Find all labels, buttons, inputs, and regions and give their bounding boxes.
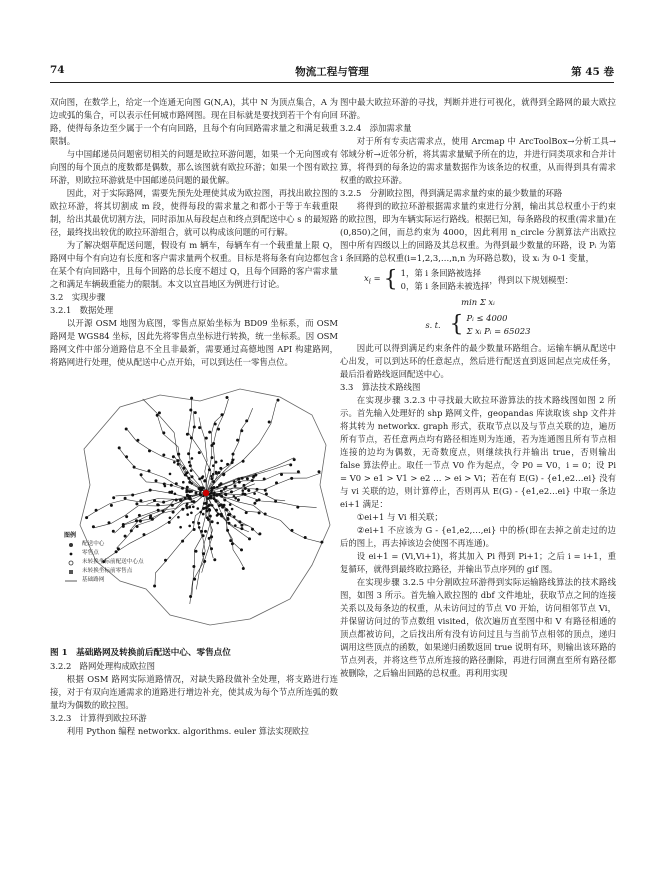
retail-point [251, 528, 254, 531]
retail-point [122, 525, 125, 528]
retail-point [237, 498, 240, 501]
retail-point [157, 504, 160, 507]
subsection-heading: 3.2.4 添加需求量 [340, 123, 412, 133]
retail-point [124, 497, 127, 500]
retail-point [247, 489, 250, 492]
retail-point [155, 479, 158, 482]
retail-point [191, 482, 194, 485]
retail-point [215, 500, 218, 503]
retail-point [182, 481, 185, 484]
retail-point [220, 460, 223, 463]
retail-point [187, 477, 190, 480]
retail-point [234, 484, 237, 487]
retail-point [212, 464, 215, 467]
retail-point [242, 460, 245, 463]
variable-definition: $x_i$ = { 1，第 i 条回路被选择 0，第 i 条回路未被选择 ，得到以下规划模型： [364, 267, 574, 292]
retail-point [277, 399, 280, 402]
retail-point [203, 560, 206, 563]
retail-point [231, 508, 234, 511]
retail-point [190, 490, 193, 493]
road-segment [128, 430, 206, 493]
left-column [50, 96, 338, 738]
retail-point [199, 493, 202, 496]
retail-point [251, 479, 254, 482]
retail-point [229, 503, 232, 506]
legend-label: 未转换坐标前配送中心点 [82, 559, 144, 565]
retail-point [162, 510, 165, 513]
retail-point [219, 467, 222, 470]
retail-point [136, 439, 139, 442]
retail-point [125, 428, 128, 431]
retail-point [191, 475, 194, 478]
retail-point [228, 522, 231, 525]
retail-point [209, 515, 212, 518]
retail-point [231, 461, 234, 464]
retail-point [181, 508, 184, 511]
paragraph: 在实现步骤 3.2.3 中寻找最大欧拉环游算法的技术路线图如图 2 所示。首先输入处理好的 shp 路网文件，geopandas 库读取该 shp 文件并将其转为 networkx. graph 形式，获取节点以及与节点关联的边，遍历所有节点，若任意两点均有路径相连则为连通，若为连通图且所有节点相连接的边均为偶数，无奇数度点，则继续执行并输出 true，否则输出 false 算法停止。取任一节点 V0 作为起点，令 P0 = V0，i = 0；设 Pi = V0 > e1 > V1 > e2 … > ei > Vi；若在有 E(G) - {e1,e2…ei} 没有与 vi 关联的边，则计算停止，否则再从 E(G) - {e1,e2…ei} 中取一条边 ei+1 满足： [340, 395, 616, 509]
retail-point [193, 578, 196, 581]
model-intro: ，得到以下规划模型： [489, 274, 574, 285]
retail-point [169, 517, 172, 520]
retail-point [223, 488, 226, 491]
retail-point [213, 497, 216, 500]
paragraph: 将得到的欧拉环游根据需求量约束进行分割，输出其总权重小于约束的欧拉图，即为车辆实际运行路线。根据已知，每条路段的权重(需求量)在(0,850)之间，而总约束为 4000，因此利用 n_circle 分割算法产出欧拉图中所有四级以上的回路及其总权重。为得到最少数量的环路，设 Pᵢ 为第 i 条回路的总权重(i=1,2,3,…,n,n 为环路总数)，设 xᵢ 为 0-1 变量， [340, 201, 616, 263]
legend-item [64, 558, 144, 567]
retail-point [183, 467, 186, 470]
unconverted-center-icon [64, 560, 78, 566]
figure-caption: 图 1 基础路网及转换前后配送中心、零售点位 [50, 648, 231, 658]
retail-point [202, 534, 205, 537]
retail-point [185, 489, 188, 492]
retail-point [208, 431, 211, 434]
retail-point [211, 520, 214, 523]
retail-point [118, 446, 121, 449]
retail-point [214, 461, 217, 464]
retail-point [220, 490, 223, 493]
retail-point [195, 492, 198, 495]
retail-point [225, 509, 228, 512]
retail-point [158, 411, 161, 414]
figure-1-map [50, 375, 338, 645]
map-legend [64, 531, 144, 585]
retail-point [184, 497, 187, 500]
retail-point [195, 550, 198, 553]
retail-point [297, 470, 300, 473]
road-segment [206, 493, 321, 542]
retail-point [290, 477, 293, 480]
retail-point [168, 521, 171, 524]
retail-point [95, 509, 98, 512]
retail-point [179, 499, 182, 502]
retail-point [255, 499, 258, 502]
retail-point [212, 480, 215, 483]
retail-point [234, 497, 237, 500]
retail-point [189, 595, 192, 598]
retail-point [200, 530, 203, 533]
retail-point [275, 481, 278, 484]
retail-point [210, 475, 213, 478]
retail-point [289, 463, 292, 466]
retail-point [198, 426, 201, 429]
section-heading: 3.2 实现步骤 [50, 292, 106, 302]
retail-point [253, 502, 256, 505]
retail-point [192, 521, 195, 524]
st-label: s. t. [425, 320, 441, 330]
retail-point [140, 473, 143, 476]
retail-point [280, 473, 283, 476]
retail-point [192, 506, 195, 509]
retail-point [296, 506, 299, 509]
retail-point [202, 552, 205, 555]
retail-point [245, 511, 248, 514]
paragraph: 与中国邮递员问题密切相关的问题是欧拉环游问题，如果一个无向图或有向图的每个顶点的度数都是偶数，那么该图就有欧拉环游；如果一个图有欧拉环游，则欧拉环游就是中国邮递员问题的最优解。 [50, 149, 338, 185]
retail-point [244, 487, 247, 490]
paragraph: 对于所有专卖店需求点，使用 Arcmap 中 ArcToolBox→分析工具→邻域分析→近邻分析，将其需求量赋予所在的边，并进行同类项求和合并计算，将得到的每条边的需求量数据作为该条边的权重，从而得到具有需求权重的欧拉环游。 [340, 136, 616, 185]
retail-point [210, 497, 213, 500]
retail-point [225, 494, 228, 497]
retail-point [211, 456, 214, 459]
retail-point [265, 493, 268, 496]
retail-point [211, 504, 214, 507]
retail-point [190, 512, 193, 515]
retail-point [162, 454, 165, 457]
paragraph: 在实现步骤 3.2.5 中分割欧拉环游得到实际运输路线算法的技术路线图，如图 3 所示。首先输入欧拉图的 dbf 文件地址，获取节点之间的连接关系以及每条边的权重，从未访问过的节点 V0 开始，访问相邻节点 Vi，并保留访问过的节点数组 visited，依次遍历直至图中和 V 有路径相通的顶点都被访问，之后找出所有没有访问过且与当前节点相邻的顶点，递归调用这些顶点的函数，如果递归函数返回 true 说明有环，则输出该环路的节点列表，并将这些节点所连接的路径删除，再进行回溯直至所有路径都被删除，之后输出回路的总权重。再利用实现 [340, 577, 616, 678]
retail-point [215, 472, 218, 475]
retail-point [223, 499, 226, 502]
paragraph: 图中最大欧拉环游的寻找，判断并进行可视化，就得到全路网的最大欧拉环游。 [340, 97, 616, 120]
legend-label: 基础路网 [82, 577, 105, 583]
retail-point [213, 491, 216, 494]
case-unselected: 0，第 i 条回路未被选择 [400, 281, 490, 291]
retail-point [92, 525, 95, 528]
retail-point [198, 526, 201, 529]
retail-point [210, 547, 213, 550]
retail-point [233, 480, 236, 483]
retail-point [210, 489, 213, 492]
paragraph: 因此，对于实际路网，需要先预先处理使其成为欧拉图，再找出欧拉图的欧拉环游，将其切割成 m 段，使得每段的需求量之和都小于等于车载重限制，给出其最优切割方法，同时添加从每段起点和终点到配送中心 s 的最短路径，最终找出较优的欧拉环游组合，就可以构成该问题的可行解。 [50, 188, 338, 237]
retail-point [184, 473, 187, 476]
retail-point [228, 513, 231, 516]
retail-point [181, 487, 184, 490]
retail-point [216, 486, 219, 489]
retail-point [172, 511, 175, 514]
retail-point [245, 419, 248, 422]
retail-point [252, 476, 255, 479]
retail-point [204, 530, 207, 533]
retail-point [226, 529, 229, 532]
retail-point [242, 567, 245, 570]
page-header [50, 64, 614, 80]
retail-point [216, 522, 219, 525]
retail-point [208, 468, 211, 471]
retail-point [197, 522, 200, 525]
retail-point [125, 515, 128, 518]
retail-point [221, 413, 224, 416]
retail-point [193, 426, 196, 429]
retail-point [202, 513, 205, 516]
retail-point [153, 499, 156, 502]
retail-point [241, 477, 244, 480]
retail-point [210, 535, 213, 538]
subsection-heading: 3.2.5 分割欧拉图，得到满足需求量约束的最少数量的环路 [340, 188, 563, 198]
retail-point [186, 507, 189, 510]
retail-point [318, 470, 321, 473]
distribution-center-marker [203, 490, 209, 496]
retail-point [256, 488, 259, 491]
retail-point [177, 516, 180, 519]
condition: ①ei+1 与 Vi 相关联； [356, 512, 443, 522]
retail-point [190, 469, 193, 472]
retail-point [151, 518, 154, 521]
retail-point [212, 473, 215, 476]
retail-point [258, 532, 261, 535]
retail-point [220, 495, 223, 498]
paragraph: 双向图，在数学上，给定一个连通无向图 G(N,A)，其中 N 为顶点集合，A 为边或弧的集合，可以表示任何城市路网图。现在目标就是要找到若干个有向回路，使得每条边至少属于一个有向回路，且每个有向回路需求量之和满足载重限制。 [50, 97, 338, 146]
retail-point [189, 409, 192, 412]
retail-point [213, 494, 216, 497]
retail-point [238, 481, 241, 484]
condition: ②ei+1 不应该为 G - {e1,e2,…,ei} 中的桥(即在去掉之前走过的边后的图上，再去掉该边会使图不再连通)。 [340, 525, 616, 548]
retail-point [226, 396, 229, 399]
retail-point [149, 489, 152, 492]
retail-point [157, 509, 160, 512]
retail-point [170, 491, 173, 494]
retail-point [217, 428, 220, 431]
retail-point [108, 521, 111, 524]
retail-point [207, 505, 210, 508]
subsection-heading: 3.2.3 计算得到欧拉环游 [50, 713, 147, 723]
retail-point [203, 502, 206, 505]
retail-point [176, 459, 179, 462]
road-network-map [50, 375, 338, 637]
retail-point [110, 504, 113, 507]
paragraph: 以开源 OSM 地图为底图，零售点原始坐标为 BD09 坐标系，而 OSM 路网是 WGS84 坐标，因此先将零售点坐标进行转换，统一坐标系。因 OSM 路网文件中部分道路信息不全且非最新，需要通过高德地图 API 构建路网，将路网进行处理，使从配送中心点开始，可以到达任一零售点位。 [50, 318, 338, 367]
constraints: s. t. { Pᵢ ≤ 4000 Σ xᵢ Pᵢ = 65023 [425, 312, 531, 337]
distribution-center-icon [64, 542, 78, 548]
retail-point [231, 542, 234, 545]
legend-title: 图例 [64, 532, 77, 539]
retail-point [232, 453, 235, 456]
retail-point [188, 525, 191, 528]
retail-point [162, 431, 165, 434]
retail-point [242, 489, 245, 492]
retail-point [291, 529, 294, 532]
retail-point [175, 482, 178, 485]
retail-point [215, 494, 218, 497]
retail-point [171, 504, 174, 507]
retail-point [238, 520, 241, 523]
legend-item [64, 576, 144, 585]
retail-point [263, 478, 266, 481]
retail-point [189, 464, 192, 467]
retail-point [248, 537, 251, 540]
retail-point [233, 515, 236, 518]
retail-point [236, 439, 239, 442]
retail-point [234, 524, 237, 527]
retail-point [240, 548, 243, 551]
retail-point [125, 455, 128, 458]
retail-point [205, 509, 208, 512]
retail-point [258, 511, 261, 514]
constraint-1: Pᵢ ≤ 4000 [466, 313, 508, 323]
header-rule [50, 82, 614, 83]
retail-point [188, 461, 191, 464]
retail-point [202, 487, 205, 490]
retail-point [162, 501, 165, 504]
retail-point [240, 429, 243, 432]
retail-point [181, 540, 184, 543]
retail-point [175, 499, 178, 502]
retail-point [226, 517, 229, 520]
retail-point [264, 489, 267, 492]
retail-point [240, 527, 243, 530]
retail-point [268, 421, 271, 424]
paragraph: 为了解决烟草配送问题，假设有 m 辆车，每辆车有一个载重量上限 Q，路网中每个有向边有长度和客户需求量两个权重。目标是将每条有向边都包含在某个有向回路中，且每个回路的总长度不超过 Q，且每个回路的客户需求量之和满足车辆载重能力的限制。本文以宜昌地区为例进行讨论。 [50, 240, 338, 289]
retail-point [112, 496, 115, 499]
retail-point [190, 436, 193, 439]
journal-title: 物流工程与管理 [295, 66, 369, 78]
retail-point [246, 477, 249, 480]
paragraph: 因此可以得到满足约束条件的最少数量环路组合。运输车辆从配送中心出发，可以到达环的任意起点，然后进行配送直到返回起点完成任务，最后沿着路线返回配送中心。 [340, 343, 616, 379]
retail-point [172, 455, 175, 458]
legend-label: 配送中心 [82, 541, 105, 547]
retail-point [198, 487, 201, 490]
paragraph: 设 ei+1 = (Vi,Vi+1)，将其加入 Pi 得到 Pi+1；之后 i = i+1，重复循环，就得到最终欧拉路径，并输出节点序列的 gif 图。 [340, 551, 616, 574]
retail-point [217, 471, 220, 474]
retail-point [186, 433, 189, 436]
retail-point [212, 442, 215, 445]
retail-point [135, 502, 138, 505]
retail-point [243, 484, 246, 487]
paragraph: 根据 OSM 路网实际道路情况，对缺失路段做补全处理，将支路进行连接，对于有双向连通需求的道路进行增边补充，使其成为每个节点所连弧的数量均为偶数的欧拉图。 [50, 674, 338, 710]
retail-point [136, 525, 139, 528]
retail-point [193, 528, 196, 531]
retail-point [205, 437, 208, 440]
legend-label: 未转换坐标前零售点 [82, 568, 133, 574]
retail-point [274, 500, 277, 503]
retail-point [133, 466, 136, 469]
retail-point [139, 520, 142, 523]
retail-point [139, 499, 142, 502]
case-selected: 1，第 i 条回路被选择 [400, 268, 481, 278]
retail-point [253, 492, 256, 495]
retail-point [304, 536, 307, 539]
retail-point [187, 452, 190, 455]
retail-point [192, 565, 195, 568]
retail-point [188, 497, 191, 500]
retail-point [177, 463, 180, 466]
retail-point [169, 473, 172, 476]
retail-point [208, 508, 211, 511]
retail-point [138, 514, 141, 517]
volume-label: 第 45 卷 [571, 66, 614, 78]
retail-point [220, 482, 223, 485]
retail-point [226, 463, 229, 466]
retail-point [191, 500, 194, 503]
retail-point [177, 453, 180, 456]
retail-point [173, 461, 176, 464]
retail-point [213, 558, 216, 561]
retail-point [202, 475, 205, 478]
subsection-heading: 3.2.1 数据处理 [50, 305, 114, 315]
retail-point [164, 485, 167, 488]
retail-point [220, 503, 223, 506]
retail-point [170, 484, 173, 487]
legend-item [64, 567, 144, 576]
subsection-heading: 3.2.2 路网处理构成欧拉图 [50, 661, 156, 671]
retail-point [206, 516, 209, 519]
retail-point [186, 513, 189, 516]
retail-point [221, 506, 224, 509]
right-column [340, 96, 616, 680]
retail-point [191, 457, 194, 460]
retail-point [190, 397, 193, 400]
road-line-icon [64, 578, 78, 584]
legend-label: 零售点 [82, 550, 99, 556]
retail-point [216, 514, 219, 517]
retail-point [135, 519, 138, 522]
constraint-2: Σ xᵢ Pᵢ = 65023 [466, 326, 531, 336]
retail-point [210, 477, 213, 480]
retail-point [215, 509, 218, 512]
retail-point [164, 559, 167, 562]
retail-point [148, 469, 151, 472]
legend-item [64, 540, 144, 549]
retail-point [179, 526, 182, 529]
retail-point [204, 507, 207, 510]
retail-point [218, 493, 221, 496]
retail-point [194, 411, 197, 414]
retail-point [293, 458, 296, 461]
retail-point [233, 495, 236, 498]
retail-point [198, 451, 201, 454]
retail-point [189, 506, 192, 509]
retail-point [230, 490, 233, 493]
retail-point [198, 478, 201, 481]
objective-function: min Σ xᵢ [461, 297, 495, 307]
retail-point [244, 493, 247, 496]
section-heading: 3.3 算法技术路线图 [340, 382, 421, 392]
unconverted-retail-icon [64, 569, 78, 575]
retail-point [85, 516, 88, 519]
retail-point [213, 486, 216, 489]
paragraph: 利用 Python 编程 networkx. algorithms. euler 算法实现欧拉 [66, 726, 309, 736]
retail-point [186, 486, 189, 489]
retail-point [131, 494, 134, 497]
retail-point [174, 493, 177, 496]
retail-point-icon [64, 551, 78, 557]
retail-point [153, 585, 156, 588]
legend-item [64, 549, 144, 558]
retail-point [200, 511, 203, 514]
retail-point [240, 524, 243, 527]
retail-point [264, 513, 267, 516]
retail-point [156, 414, 159, 417]
page-number: 74 [50, 64, 65, 76]
retail-point [148, 449, 151, 452]
retail-point [214, 423, 217, 426]
retail-point [185, 504, 188, 507]
retail-point [220, 513, 223, 516]
retail-point [207, 497, 210, 500]
retail-point [320, 541, 323, 544]
retail-point [222, 473, 225, 476]
retail-point [197, 507, 200, 510]
retail-point [203, 480, 206, 483]
retail-point [229, 539, 232, 542]
retail-point [237, 478, 240, 481]
